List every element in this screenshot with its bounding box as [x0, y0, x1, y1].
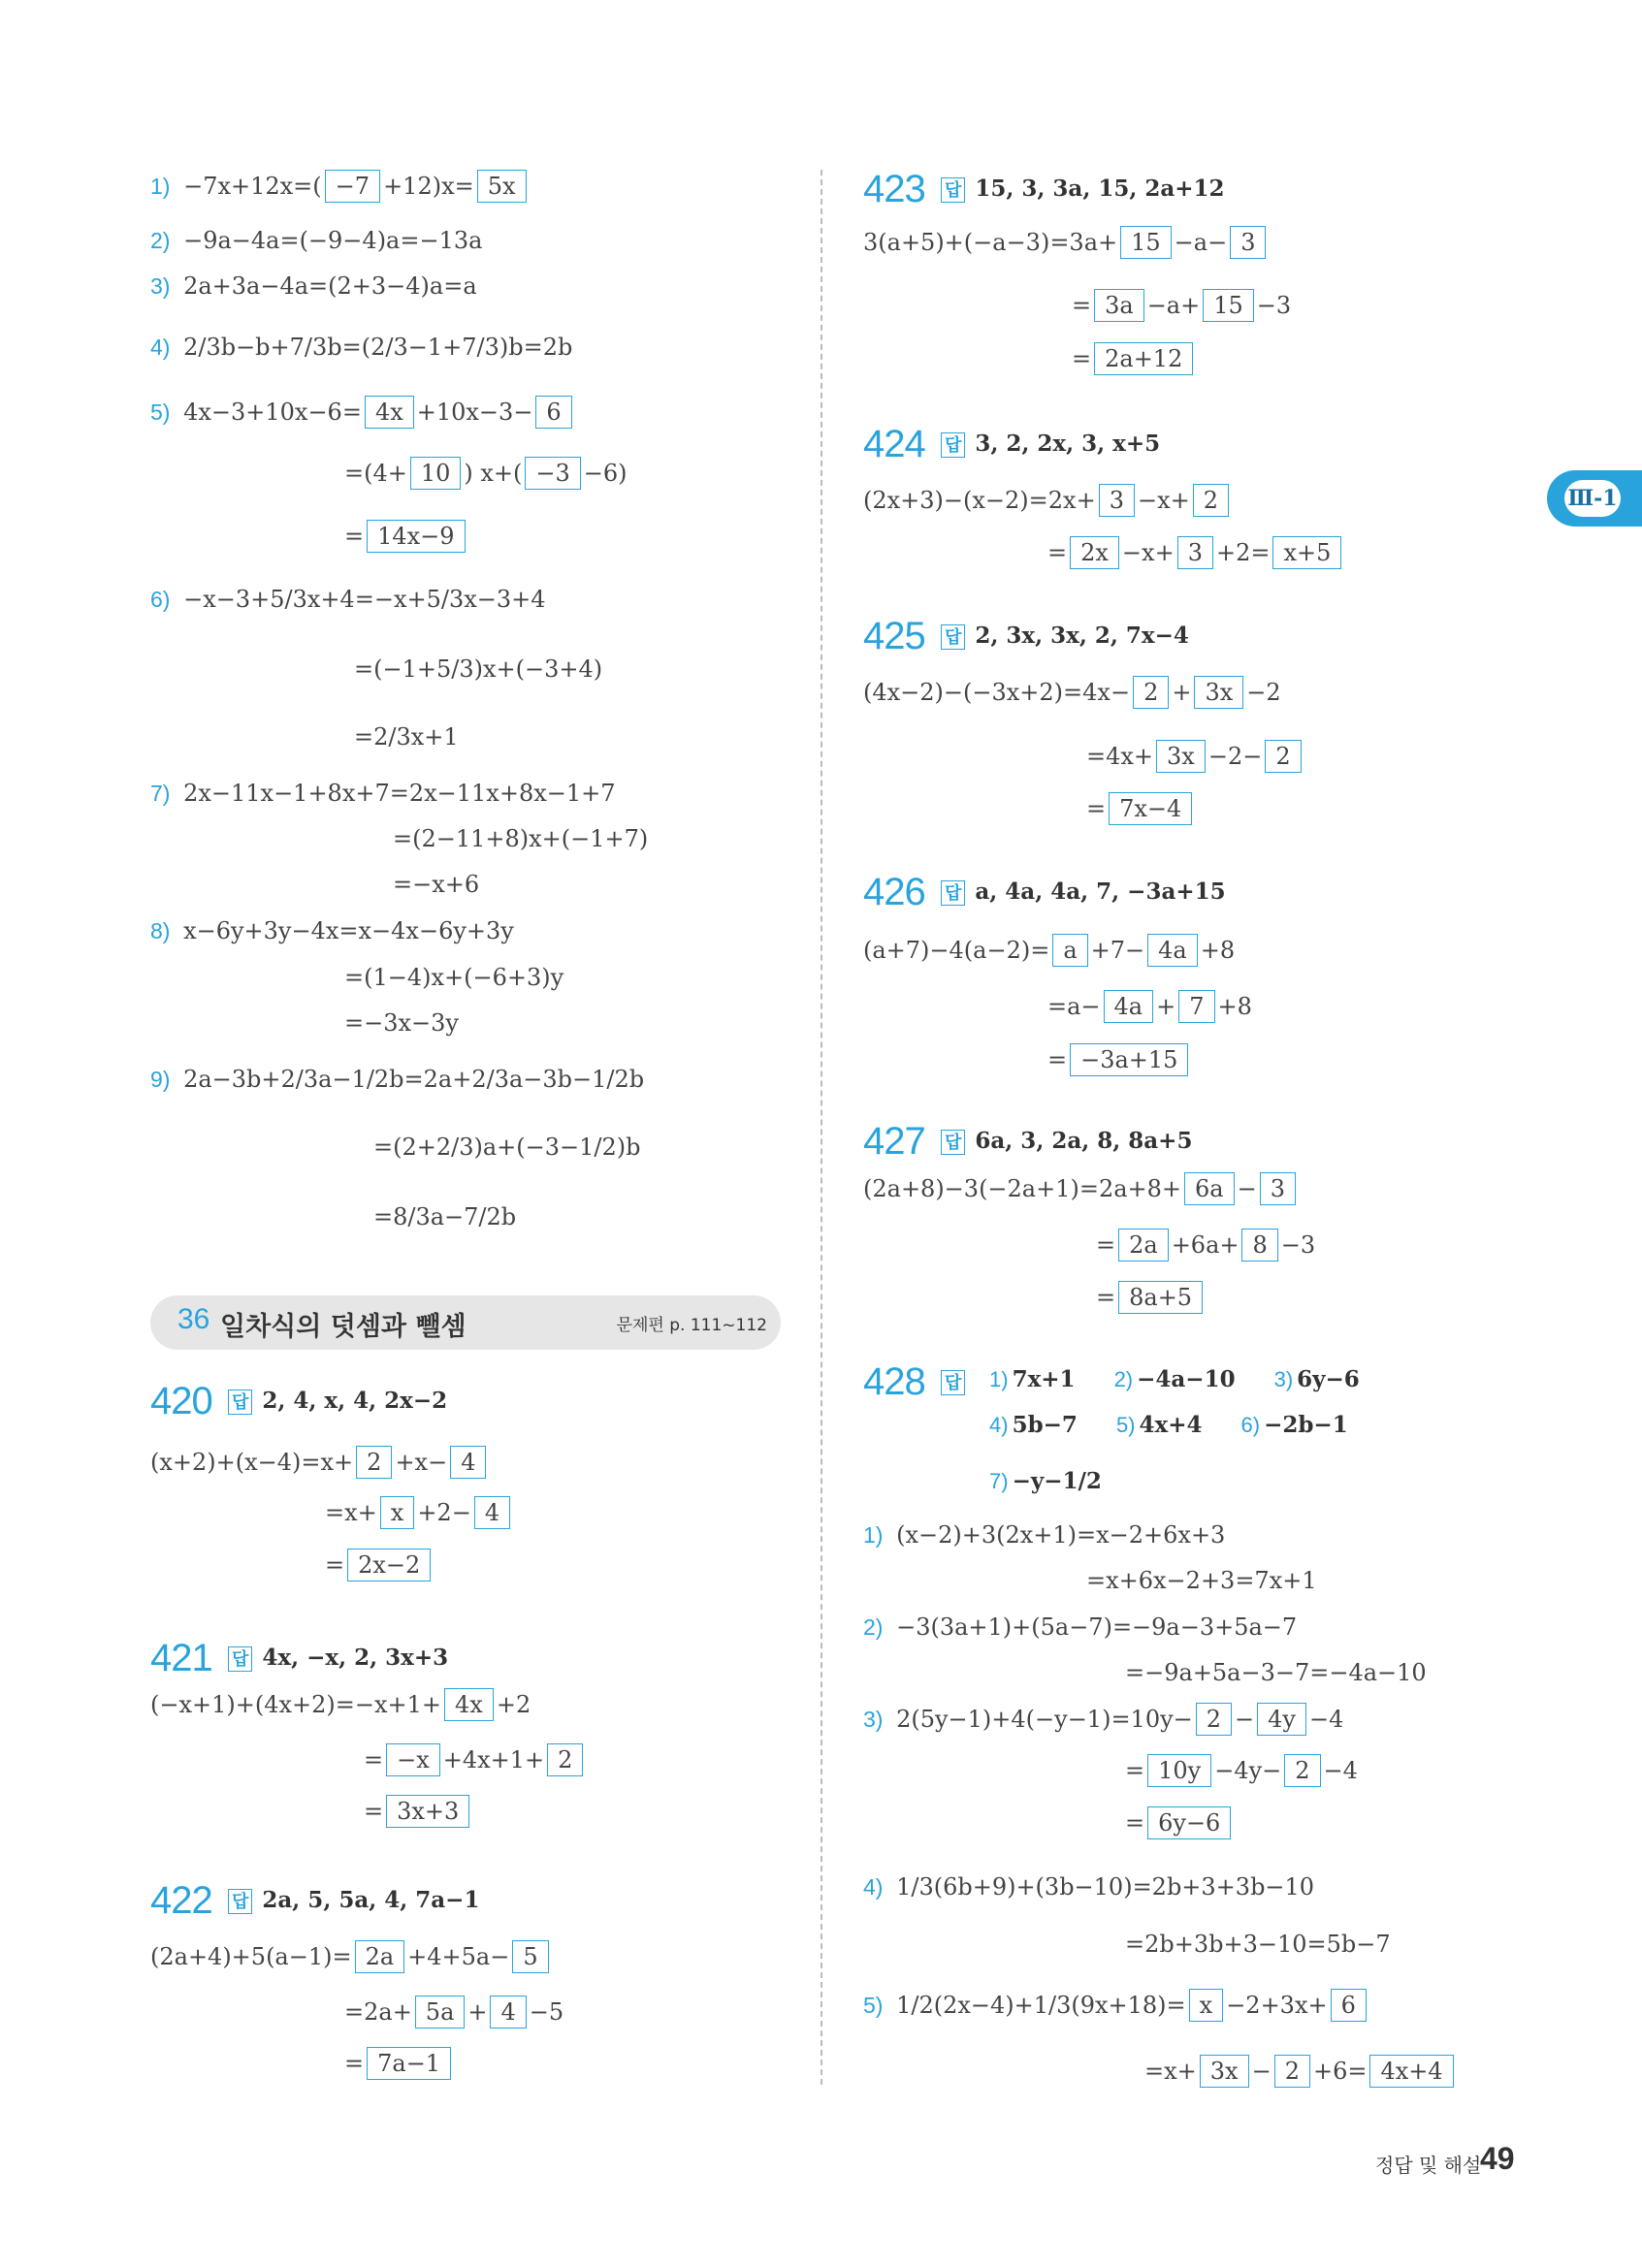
equation-line [1144, 2054, 1457, 2089]
problem-number: 423 [863, 168, 925, 210]
answer-box: x+5 [1272, 536, 1341, 569]
sub-item-answer: 5b−7 [1012, 1412, 1078, 1438]
equation-line [344, 2046, 454, 2081]
equation-text: −2+3x+ [1226, 1992, 1328, 2019]
equation-text: 2a−3b+2/3a−1/2b=2a+2/3a−3b−1/2b [176, 1066, 645, 1093]
equation-line [364, 1794, 472, 1829]
equation-line [863, 1517, 1225, 1552]
equation-text: =(4+ [344, 460, 407, 487]
answer-box: 8 [1241, 1229, 1277, 1262]
item-number: 8) [150, 918, 171, 943]
sub-item-answer: −y−1/2 [1012, 1468, 1102, 1494]
answer-box: 4x+4 [1369, 2055, 1453, 2088]
answer-box: 3x [1156, 740, 1206, 773]
answer-badge: 답 [228, 1390, 252, 1415]
equation-line [344, 456, 628, 491]
answer-box: x [380, 1496, 415, 1529]
answer-box: 2 [1196, 1703, 1232, 1736]
answer-badge: 답 [941, 880, 965, 906]
item-number: 3) [863, 1707, 884, 1732]
equation-line [364, 1742, 586, 1777]
answer-box: −3a+15 [1070, 1043, 1188, 1076]
equation-text: −3 [1256, 292, 1292, 319]
answer-box: 4a [1104, 990, 1154, 1023]
answer-box: 2 [1284, 1754, 1320, 1787]
equation-text: −4 [1308, 1706, 1344, 1733]
section-page-reference: 문제편 p. 111~112 [616, 1316, 767, 1335]
equation-text: =4x+ [1086, 743, 1154, 770]
equation-line [344, 1006, 459, 1040]
answer-box: x [1189, 1989, 1224, 2022]
answer-box: 7 [1178, 990, 1214, 1023]
problem-number: 426 [863, 871, 925, 913]
answer-box: −7 [325, 170, 380, 203]
equation-text: ( [312, 173, 322, 200]
item-number: 3) [150, 273, 171, 299]
answer-badge: 답 [228, 1646, 252, 1672]
equation-text: (2x+3)−(x−2)=2x+ [863, 487, 1096, 514]
answer-text: a, 4a, 4a, 7, −3a+15 [975, 878, 1226, 905]
answer-box: 2 [1193, 484, 1229, 517]
equation-text: +8 [1200, 937, 1236, 964]
answer-box: a [1052, 934, 1087, 967]
equation-text: +12)x= [383, 173, 474, 200]
answer-box: 3x [1194, 676, 1243, 709]
equation-line [1047, 1042, 1191, 1077]
equation-text: +10x−3− [416, 399, 533, 426]
equation-text: =−9a+5a−3−7=−4a−10 [1125, 1659, 1427, 1686]
answer-badge: 답 [228, 1889, 252, 1914]
equation-line [393, 821, 648, 856]
equation-text: +8 [1217, 993, 1252, 1020]
equation-text: ) x+( [464, 460, 523, 487]
equation-line [393, 867, 479, 902]
item-number: 2) [863, 1614, 884, 1640]
answer-key [228, 1883, 479, 1918]
answer-box: 3 [1177, 536, 1213, 569]
equation-text: −x−3+5/3x+4=−x+5/3x−3+4 [176, 586, 546, 613]
answer-key [941, 172, 1225, 207]
equation-text: = [1125, 1809, 1145, 1837]
equation-line [354, 652, 602, 687]
equation-text: = [1096, 1231, 1116, 1259]
answer-box: 15 [1203, 289, 1254, 322]
answer-box: 3x [1200, 2055, 1249, 2088]
answer-box: 6 [1331, 1989, 1367, 2022]
answer-box: 14x−9 [367, 520, 465, 553]
equation-text: −a− [1174, 229, 1228, 256]
equation-text: =a− [1047, 993, 1101, 1020]
equation-line [344, 960, 563, 995]
answer-text: 2, 3x, 3x, 2, 7x−4 [975, 623, 1189, 649]
equation-line [1125, 1805, 1234, 1840]
equation-line [344, 519, 468, 554]
sub-item-number: 7) [989, 1469, 1009, 1493]
equation-line [1125, 1927, 1391, 1962]
item-number: 9) [150, 1067, 171, 1092]
equation-line [150, 1687, 531, 1722]
equation-text: −2 [1246, 679, 1281, 706]
answer-box: 2 [1265, 740, 1301, 773]
sub-item-answer: 6y−6 [1297, 1366, 1360, 1392]
equation-text: +6= [1312, 2058, 1368, 2085]
equation-line [863, 483, 1232, 518]
answer-text: 6a, 3, 2a, 8, 8a+5 [975, 1128, 1193, 1154]
answer-box: 10y [1147, 1754, 1211, 1787]
answer-box: 10 [410, 457, 462, 490]
equation-line [1096, 1228, 1315, 1262]
equation-line [150, 1939, 552, 1974]
equation-text: 1/2(2x−4)+1/3(9x+18)= [888, 1992, 1186, 2019]
equation-text: + [467, 1998, 488, 2026]
answer-box: −x [386, 1743, 440, 1776]
equation-text: − [1251, 2058, 1272, 2085]
equation-line [150, 1445, 489, 1480]
equation-text: = [1047, 1046, 1068, 1073]
equation-line [1047, 535, 1344, 570]
answer-box: 4 [490, 1996, 526, 2028]
equation-line [373, 1199, 516, 1234]
equation-text: − [1235, 1706, 1255, 1733]
answer-box: −3 [525, 457, 580, 490]
equation-text: = [1047, 539, 1068, 566]
answer-box: 2x [1070, 536, 1119, 569]
column-divider [821, 170, 822, 2085]
equation-text: =8/3a−7/2b [373, 1203, 517, 1230]
equation-text: +7− [1090, 937, 1145, 964]
equation-line [863, 1869, 1314, 1904]
answer-box: 4 [450, 1446, 486, 1479]
equation-text: = [1096, 1284, 1116, 1311]
equation-text: = [325, 1551, 345, 1579]
equation-line [863, 1988, 1369, 2023]
equation-text: = [1072, 292, 1092, 319]
equation-line [150, 776, 616, 811]
equation-text: +x− [395, 1449, 448, 1476]
equation-line [150, 169, 530, 204]
answer-box: 2 [1133, 676, 1169, 709]
equation-line [1072, 288, 1291, 323]
item-number: 5) [150, 399, 171, 425]
answer-box: 8a+5 [1118, 1281, 1203, 1314]
answer-key [941, 427, 1160, 462]
answer-row [989, 1408, 1373, 1443]
equation-text: 2a+3a−4a=(2+3−4)a=a [176, 272, 477, 300]
equation-line [863, 1702, 1343, 1737]
answer-badge: 답 [941, 1130, 965, 1155]
equation-text: =(2+2/3)a+(−3−1/2)b [373, 1134, 641, 1161]
equation-text: −5 [529, 1998, 564, 2026]
answer-row [989, 1464, 1127, 1499]
answer-box: 6y−6 [1147, 1806, 1231, 1839]
answer-badge: 답 [941, 1370, 965, 1395]
answer-box: 4 [474, 1496, 510, 1529]
item-number: 2) [150, 228, 171, 253]
equation-text: =2a+ [344, 1998, 412, 2026]
equation-text: −3 [1280, 1231, 1316, 1259]
equation-line [150, 269, 477, 303]
equation-line [325, 1495, 513, 1530]
equation-line [354, 719, 459, 754]
equation-text: = [344, 523, 365, 550]
answer-key [941, 1364, 975, 1399]
equation-text: (2a+4)+5(a−1)= [150, 1943, 352, 1970]
sub-item-number: 6) [1240, 1413, 1261, 1437]
problem-number: 422 [150, 1879, 212, 1922]
sub-item-number: 2) [1113, 1367, 1134, 1391]
answer-text: 15, 3, 3a, 15, 2a+12 [975, 176, 1225, 202]
equation-line [1047, 989, 1252, 1024]
equation-text: −7x+12x= [176, 173, 313, 200]
answer-key [941, 619, 1189, 654]
footer-text: 정답 및 해설 [1375, 2154, 1482, 2177]
equation-text: = [344, 2050, 365, 2077]
equation-text: +2 [496, 1691, 531, 1718]
answer-box: 2a+12 [1094, 342, 1193, 375]
equation-line [150, 913, 514, 948]
equation-text: = [364, 1746, 384, 1773]
equation-text: =−3x−3y [344, 1009, 459, 1037]
equation-text: 4x−3+10x−6= [176, 399, 362, 426]
equation-line [150, 1062, 644, 1097]
answer-box: 5 [512, 1940, 548, 1973]
equation-text: = [1125, 1757, 1145, 1784]
answer-box: 3a [1094, 289, 1144, 322]
item-number: 7) [150, 781, 171, 806]
item-number: 4) [150, 335, 171, 360]
equation-text: −x+ [1137, 487, 1190, 514]
equation-text: (a+7)−4(a−2)= [863, 937, 1050, 964]
equation-text: 2(5y−1)+4(−y−1)=10y− [888, 1706, 1193, 1733]
section-header [150, 1295, 781, 1350]
answer-key [228, 1384, 447, 1419]
equation-text: =2b+3b+3−10=5b−7 [1125, 1931, 1391, 1958]
equation-line [1086, 791, 1195, 826]
equation-text: +4x+1+ [442, 1746, 545, 1773]
equation-line [1125, 1655, 1427, 1690]
section-number: 36 [177, 1303, 210, 1335]
equation-line [150, 223, 482, 258]
answer-row [989, 1362, 1385, 1397]
answer-box: 4x [444, 1688, 494, 1721]
item-number: 6) [150, 587, 171, 612]
answer-box: 2a [1118, 1229, 1169, 1262]
equation-text: =(−1+5/3)x+(−3+4) [354, 655, 603, 683]
answer-box: 2a [355, 1940, 405, 1973]
sub-item-answer: 4x+4 [1139, 1412, 1203, 1438]
problem-number: 425 [863, 615, 925, 657]
equation-line [1086, 739, 1304, 774]
equation-text: + [1156, 993, 1176, 1020]
equation-line [1086, 1563, 1317, 1598]
equation-text: x−6y+3y−4x=x−4x−6y+3y [176, 917, 514, 944]
item-number: 4) [863, 1874, 884, 1900]
answer-text: 2, 4, x, 4, 2x−2 [262, 1388, 448, 1414]
equation-text: = [1072, 345, 1092, 372]
equation-line [1096, 1280, 1206, 1315]
equation-text: =x+ [1144, 2058, 1197, 2085]
answer-text: 4x, −x, 2, 3x+3 [262, 1645, 449, 1671]
problem-number: 420 [150, 1380, 212, 1422]
equation-text: −2− [1207, 743, 1263, 770]
answer-box: 4x [365, 396, 414, 429]
equation-text: − [1237, 1175, 1257, 1202]
sub-item-answer: 7x+1 [1012, 1366, 1076, 1392]
equation-text: −4 [1323, 1757, 1358, 1784]
answer-box: 2 [547, 1743, 583, 1776]
equation-line [1125, 1753, 1358, 1788]
sub-item-answer: −4a−10 [1137, 1366, 1236, 1392]
answer-box: 2 [1274, 2055, 1310, 2088]
problem-number: 424 [863, 423, 925, 465]
equation-text: +4+5a− [407, 1943, 510, 1970]
equation-text: +6a+ [1171, 1231, 1240, 1259]
answer-badge: 답 [941, 177, 965, 203]
answer-box: 4y [1257, 1703, 1306, 1736]
equation-text: +2− [417, 1499, 471, 1526]
equation-text: =2/3x+1 [354, 723, 459, 751]
equation-line [344, 1995, 563, 2029]
equation-line [150, 330, 572, 365]
answer-box: 6a [1184, 1172, 1235, 1205]
answer-box: 6 [535, 396, 571, 429]
answer-box: 15 [1120, 226, 1172, 259]
equation-line [373, 1130, 640, 1165]
equation-text: (4x−2)−(−3x+2)=4x− [863, 679, 1131, 706]
problem-number: 427 [863, 1120, 925, 1163]
sub-item-number: 3) [1273, 1367, 1294, 1391]
equation-text: =x+6x−2+3=7x+1 [1086, 1567, 1317, 1594]
answer-box: 2x−2 [347, 1549, 431, 1581]
problem-number: 421 [150, 1637, 212, 1679]
equation-text: (−x+1)+(4x+2)=−x+1+ [150, 1691, 442, 1718]
chapter-tab [1547, 470, 1642, 527]
equation-text: 3(a+5)+(−a−3)=3a+ [863, 229, 1118, 256]
answer-box: 3 [1099, 484, 1135, 517]
item-number: 1) [150, 174, 171, 199]
equation-text: −a+ [1146, 292, 1201, 319]
answer-key [228, 1641, 448, 1676]
item-number: 5) [863, 1993, 884, 2018]
page-number: 49 [1480, 2141, 1515, 2176]
equation-line [150, 582, 546, 617]
equation-line [325, 1548, 434, 1582]
sub-item-number: 4) [989, 1413, 1009, 1437]
equation-text: =−x+6 [393, 871, 480, 898]
answer-box: 3 [1260, 1172, 1296, 1205]
equation-line [863, 225, 1269, 260]
answer-key [941, 875, 1226, 910]
answer-key [941, 1124, 1192, 1159]
equation-text: −x+ [1121, 539, 1175, 566]
equation-text: = [364, 1798, 384, 1825]
equation-text: 1/3(6b+9)+(3b−10)=2b+3+3b−10 [888, 1873, 1315, 1901]
answer-box: 3 [1230, 226, 1266, 259]
equation-text: −9a−4a=(−9−4)a=−13a [176, 227, 483, 254]
equation-text: −3(3a+1)+(5a−7)=−9a−3+5a−7 [888, 1613, 1298, 1641]
equation-text: 2/3b−b+7/3b=(2/3−1+7/3)b=2b [176, 334, 573, 361]
equation-line [863, 1610, 1297, 1645]
equation-text: =(2−11+8)x+(−1+7) [393, 825, 649, 852]
equation-text: (x−2)+3(2x+1)=x−2+6x+3 [888, 1521, 1226, 1549]
equation-text: (2a+8)−3(−2a+1)=2a+8+ [863, 1175, 1182, 1202]
sub-item-number: 1) [989, 1367, 1009, 1391]
equation-text: +2= [1215, 539, 1271, 566]
answer-box: 7a−1 [367, 2047, 451, 2080]
answer-box: 2 [356, 1446, 392, 1479]
equation-text: −4y− [1214, 1757, 1282, 1784]
answer-badge: 답 [941, 624, 965, 650]
answer-badge: 답 [941, 432, 965, 458]
answer-box: 7x−4 [1109, 792, 1192, 825]
sub-item-answer: −2b−1 [1264, 1412, 1348, 1438]
equation-text: 2x−11x−1+8x+7=2x−11x+8x−1+7 [176, 780, 616, 807]
answer-box: 3x+3 [386, 1795, 469, 1828]
answer-text: 2a, 5, 5a, 4, 7a−1 [262, 1887, 480, 1913]
chapter-label: Ⅲ-1 [1564, 480, 1621, 517]
equation-text: (x+2)+(x−4)=x+ [150, 1449, 354, 1476]
section-title: 일차식의 덧셈과 뺄셈 [220, 1312, 467, 1342]
equation-line [1072, 341, 1196, 376]
equation-text: =(1−4)x+(−6+3)y [344, 964, 564, 991]
equation-line [150, 395, 575, 430]
answer-text: 3, 2, 2x, 3, x+5 [975, 431, 1161, 457]
equation-text: + [1172, 679, 1192, 706]
answer-box: 5a [415, 1996, 466, 2028]
answer-box: 4a [1147, 934, 1198, 967]
equation-text: = [1086, 795, 1107, 822]
equation-text: −6) [583, 460, 628, 487]
equation-line [863, 675, 1281, 710]
equation-text: =x+ [325, 1499, 377, 1526]
answer-box: 5x [477, 170, 527, 203]
item-number: 1) [863, 1522, 884, 1548]
equation-line [863, 933, 1235, 968]
equation-line [863, 1171, 1299, 1206]
problem-number: 428 [863, 1360, 925, 1403]
sub-item-number: 5) [1115, 1413, 1136, 1437]
